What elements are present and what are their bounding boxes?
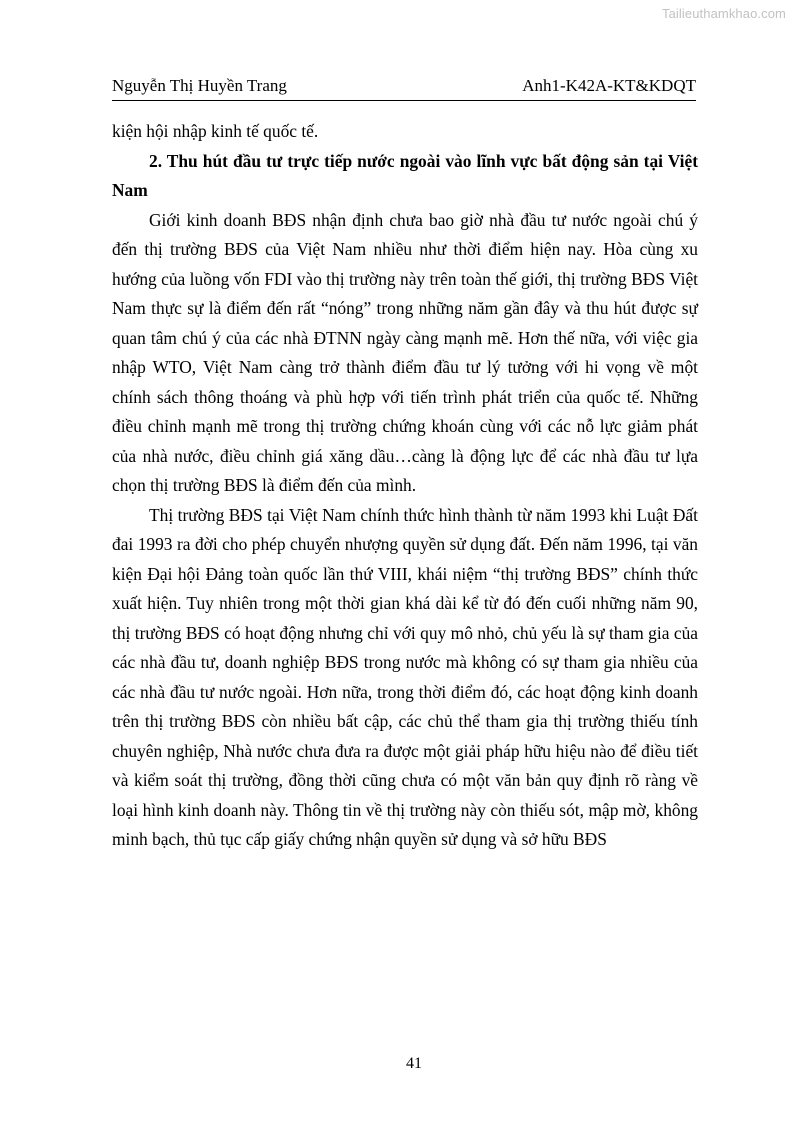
continuation-text: kiện hội nhập kinh tế quốc tế. [112, 121, 319, 141]
paragraph-2: Thị trường BĐS tại Việt Nam chính thức hình thành từ năm 1993 khi Luật Đất đai 1993 ra đời cho phép chuyển nhượng quyền sử dụng đất. Đến năm 1996, tại văn kiện Đại hội Đảng toàn quốc lần thứ VIII, khái niệm “thị trường BĐS” chính thức xuất hiện. Tuy nhiên trong một thời gian khá dài kể từ đó đến cuối những năm 90, thị trường BĐS có hoạt động nhưng chỉ với quy mô nhỏ, chủ yếu là sự tham gia của các nhà đầu tư, doanh nghiệp BĐS trong nước mà không có sự tham gia nhiều của các nhà đầu tư nước ngoài. Hơn nữa, trong thời điểm đó, các hoạt động kinh doanh trên thị trường BĐS còn nhiều bất cập, các chủ thể tham gia thị trường thiếu tính chuyên nghiệp, Nhà nước chưa đưa ra được một giải pháp hữu hiệu nào để điều tiết và kiểm soát thị trường, đồng thời cũng chưa có một văn bản quy định rõ ràng về loại hình kinh doanh này. Thông tin về thị trường này còn thiếu sót, mập mờ, không minh bạch, thủ tục cấp giấy chứng nhận quyền sử dụng và sở hữu BĐS [112, 504, 698, 849]
header-class-code: Anh1-K42A-KT&KDQT [522, 76, 696, 95]
header-author: Nguyễn Thị Huyền Trang [112, 76, 287, 95]
page-header [112, 76, 696, 101]
watermark-text: Tailieuthamkhao.com [661, 6, 786, 21]
paragraph-1: Giới kinh doanh BĐS nhận định chưa bao giờ nhà đầu tư nước ngoài chú ý đến thị trường BĐS của Việt Nam nhiều như thời điểm hiện nay. Hòa cùng xu hướng của luồng vốn FDI vào thị trường này trên toàn thế giới, thị trường BĐS Việt Nam thực sự là điểm đến rất “nóng” trong những năm gần đây và thu hút được sự quan tâm chú ý của các nhà ĐTNN ngày càng mạnh mẽ. Hơn thế nữa, với việc gia nhập WTO, Việt Nam càng trở thành điểm đầu tư lý tưởng với hi vọng về một chính sách thông thoáng và phù hợp với tiến trình phát triển của quốc tế. Những điều chỉnh mạnh mẽ trong thị trường chứng khoán cùng với các nỗ lực giảm phát của nhà nước, điều chỉnh giá xăng dầu…càng là động lực để các nhà đầu tư lựa chọn thị trường BĐS là điểm đến của mình. [112, 209, 698, 495]
page-number: 41 [406, 1055, 422, 1072]
section-heading: 2. Thu hút đầu tư trực tiếp nước ngoài vào lĩnh vực bất động sản tại Việt Nam [112, 150, 698, 200]
document-body [112, 117, 698, 855]
